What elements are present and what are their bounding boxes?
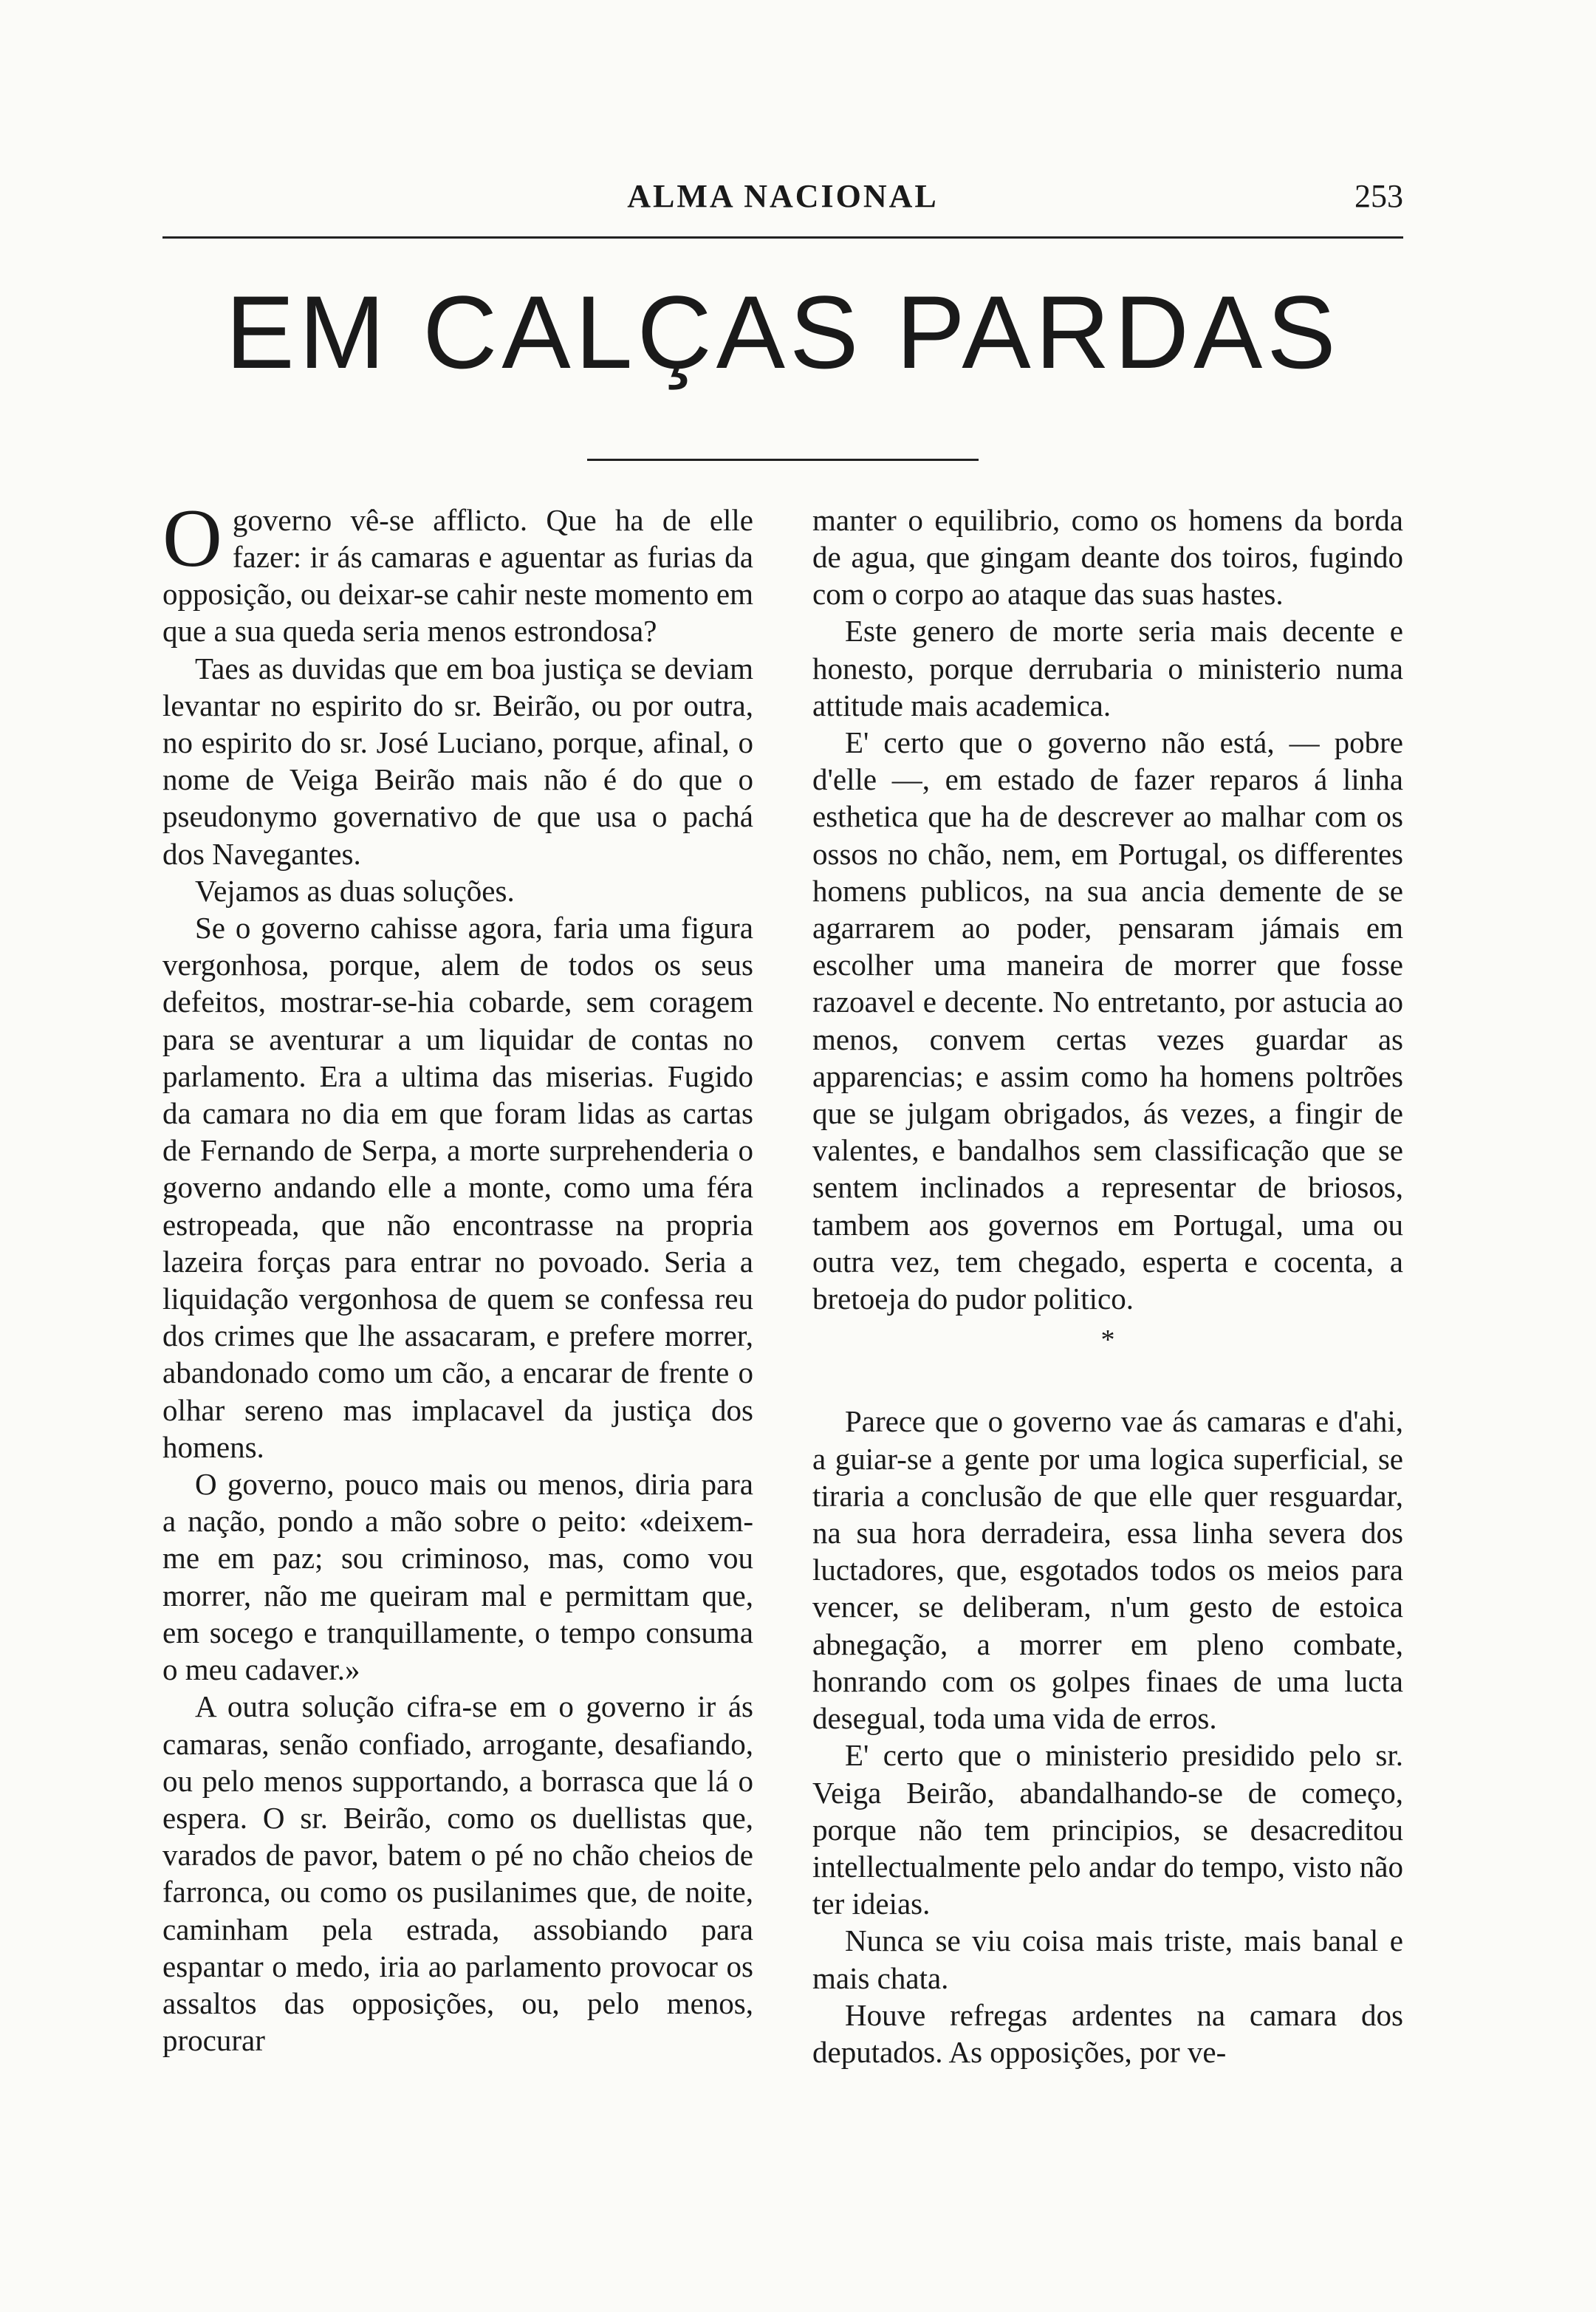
article-title: EM CALÇAS PARDAS (225, 274, 1340, 390)
paragraph: Nunca se viu coisa mais triste, mais banal e mais chata. (812, 1923, 1403, 1995)
paragraph: E' certo que o governo não está, — pobre d'elle —, em estado de fazer reparos á linha esthetica que ha de descrever ao malhar com os ossos no chão, nem, em Portugal, os differentes homens publicos, na sua ancia demente de se agarrarem ao poder, pensaram jámais em escolher uma maneira de morrer que fosse razoavel e decente. No entretanto, por astucia ao menos, convem certas vezes guardar as apparencias; e assim como ha homens poltrões que se julgam obrigados, ás vezes, a fingir de valentes, e bandalhos sem classificação que se sentem inclinados a representar de briosos, tambem aos governos em Portugal, uma ou outra vez, tem chegado, esperta e cocenta, a bretoeja do pudor politico. (812, 725, 1403, 1316)
paragraph: Se o governo cahisse agora, faria uma figura vergonhosa, porque, alem de todos os seus defeitos, mostrar-se-hia cobarde, sem coragem para se aventurar a um liquidar de contas no parlamento. Era a ultima das miserias. Fugido da camara no dia em que foram lidas as cartas de Fernando de Serpa, a morte surprehenderia o governo andando elle a monte, como uma féra estropeada, que não encontrasse na propria lazeira forças para entrar no povoado. Seria a liquidação vergonhosa de quem se confessa reu dos crimes que lhe assacaram, e prefere morrer, abandonado como um cão, a encarar de frente o olhar sereno mas implacavel da justiça dos homens. (162, 911, 753, 1464)
header-rule (162, 236, 1403, 239)
page (162, 177, 1403, 2070)
right-column (812, 502, 1403, 2070)
paragraph: Taes as duvidas que em boa justiça se deviam levantar no espirito do sr. Beirão, ou por outra, no espirito do sr. José Luciano, porque, afinal, o nome de Veiga Beirão mais não é do que o pseudonymo governativo de que usa o pachá dos Navegantes. (162, 651, 753, 871)
paragraph: manter o equilibrio, como os homens da borda de agua, que gingam deante dos toiros, fugindo com o corpo ao ataque das suas hastes. (812, 502, 1403, 612)
title-rule (587, 459, 979, 461)
paragraph (162, 492, 753, 650)
left-column (162, 492, 753, 2070)
paragraph: Houve refregas ardentes na camara dos deputados. As opposições, por ve- (812, 1997, 1403, 2069)
article-body (162, 492, 1403, 2070)
paragraph-text: governo vê-se afflicto. Que ha de elle fazer: ir ás camaras e aguentar as furias da opposição, ou deixar-se cahir neste momento em que a sua queda seria menos estrondosa? (162, 502, 753, 649)
paragraph: Parece que o governo vae ás camaras e d'ahi, a guiar-se a gente por uma logica superficial, se tiraria a conclusão de que elle quer resguardar, na sua hora derradeira, essa linha severa dos luctadores, que, esgotados todos os meios para vencer, se deliberam, n'um gesto de estoica abnegação, a morrer em pleno combate, honrando com os golpes finaes de uma lucta desegual, toda uma vida de erros. (812, 1404, 1403, 1736)
paragraph: Este genero de morte seria mais decente e honesto, porque derrubaria o ministerio numa attitude mais academica. (812, 614, 1403, 722)
page-number: 253 (1354, 178, 1403, 214)
paragraph: Vejamos as duas soluções. (195, 873, 515, 908)
paragraph: O governo, pouco mais ou menos, diria para a nação, pondo a mão sobre o peito: «deixem-me em paz; sou criminoso, mas, como vou morrer, não me queiram mal e permittam que, em socego e tranquillamente, o tempo consuma o meu cadaver.» (162, 1467, 753, 1687)
drop-cap: O (162, 492, 222, 584)
paragraph: E' certo que o ministerio presidido pelo sr. Veiga Beirão, abandalhando-se de começo, porque não tem principios, se desacreditou intellectualmente pelo andar do tempo, visto não ter ideias. (812, 1738, 1403, 1921)
paragraph: A outra solução cifra-se em o governo ir ás camaras, senão confiado, arrogante, desafiando, ou pelo menos supportando, a borrasca que lá o espera. O sr. Beirão, como os duellistas que, varados de pavor, batem o pé no chão cheios de farronca, ou como os pusilanimes que, de noite, caminham pela estrada, assobiando para espantar o medo, iria ao parlamento provocar os assaltos das opposições, ou, pelo menos, procurar (162, 1689, 753, 2058)
journal-title: ALMA NACIONAL (627, 178, 939, 214)
section-break-asterism: * (1100, 1324, 1115, 1356)
running-head (162, 177, 1403, 229)
